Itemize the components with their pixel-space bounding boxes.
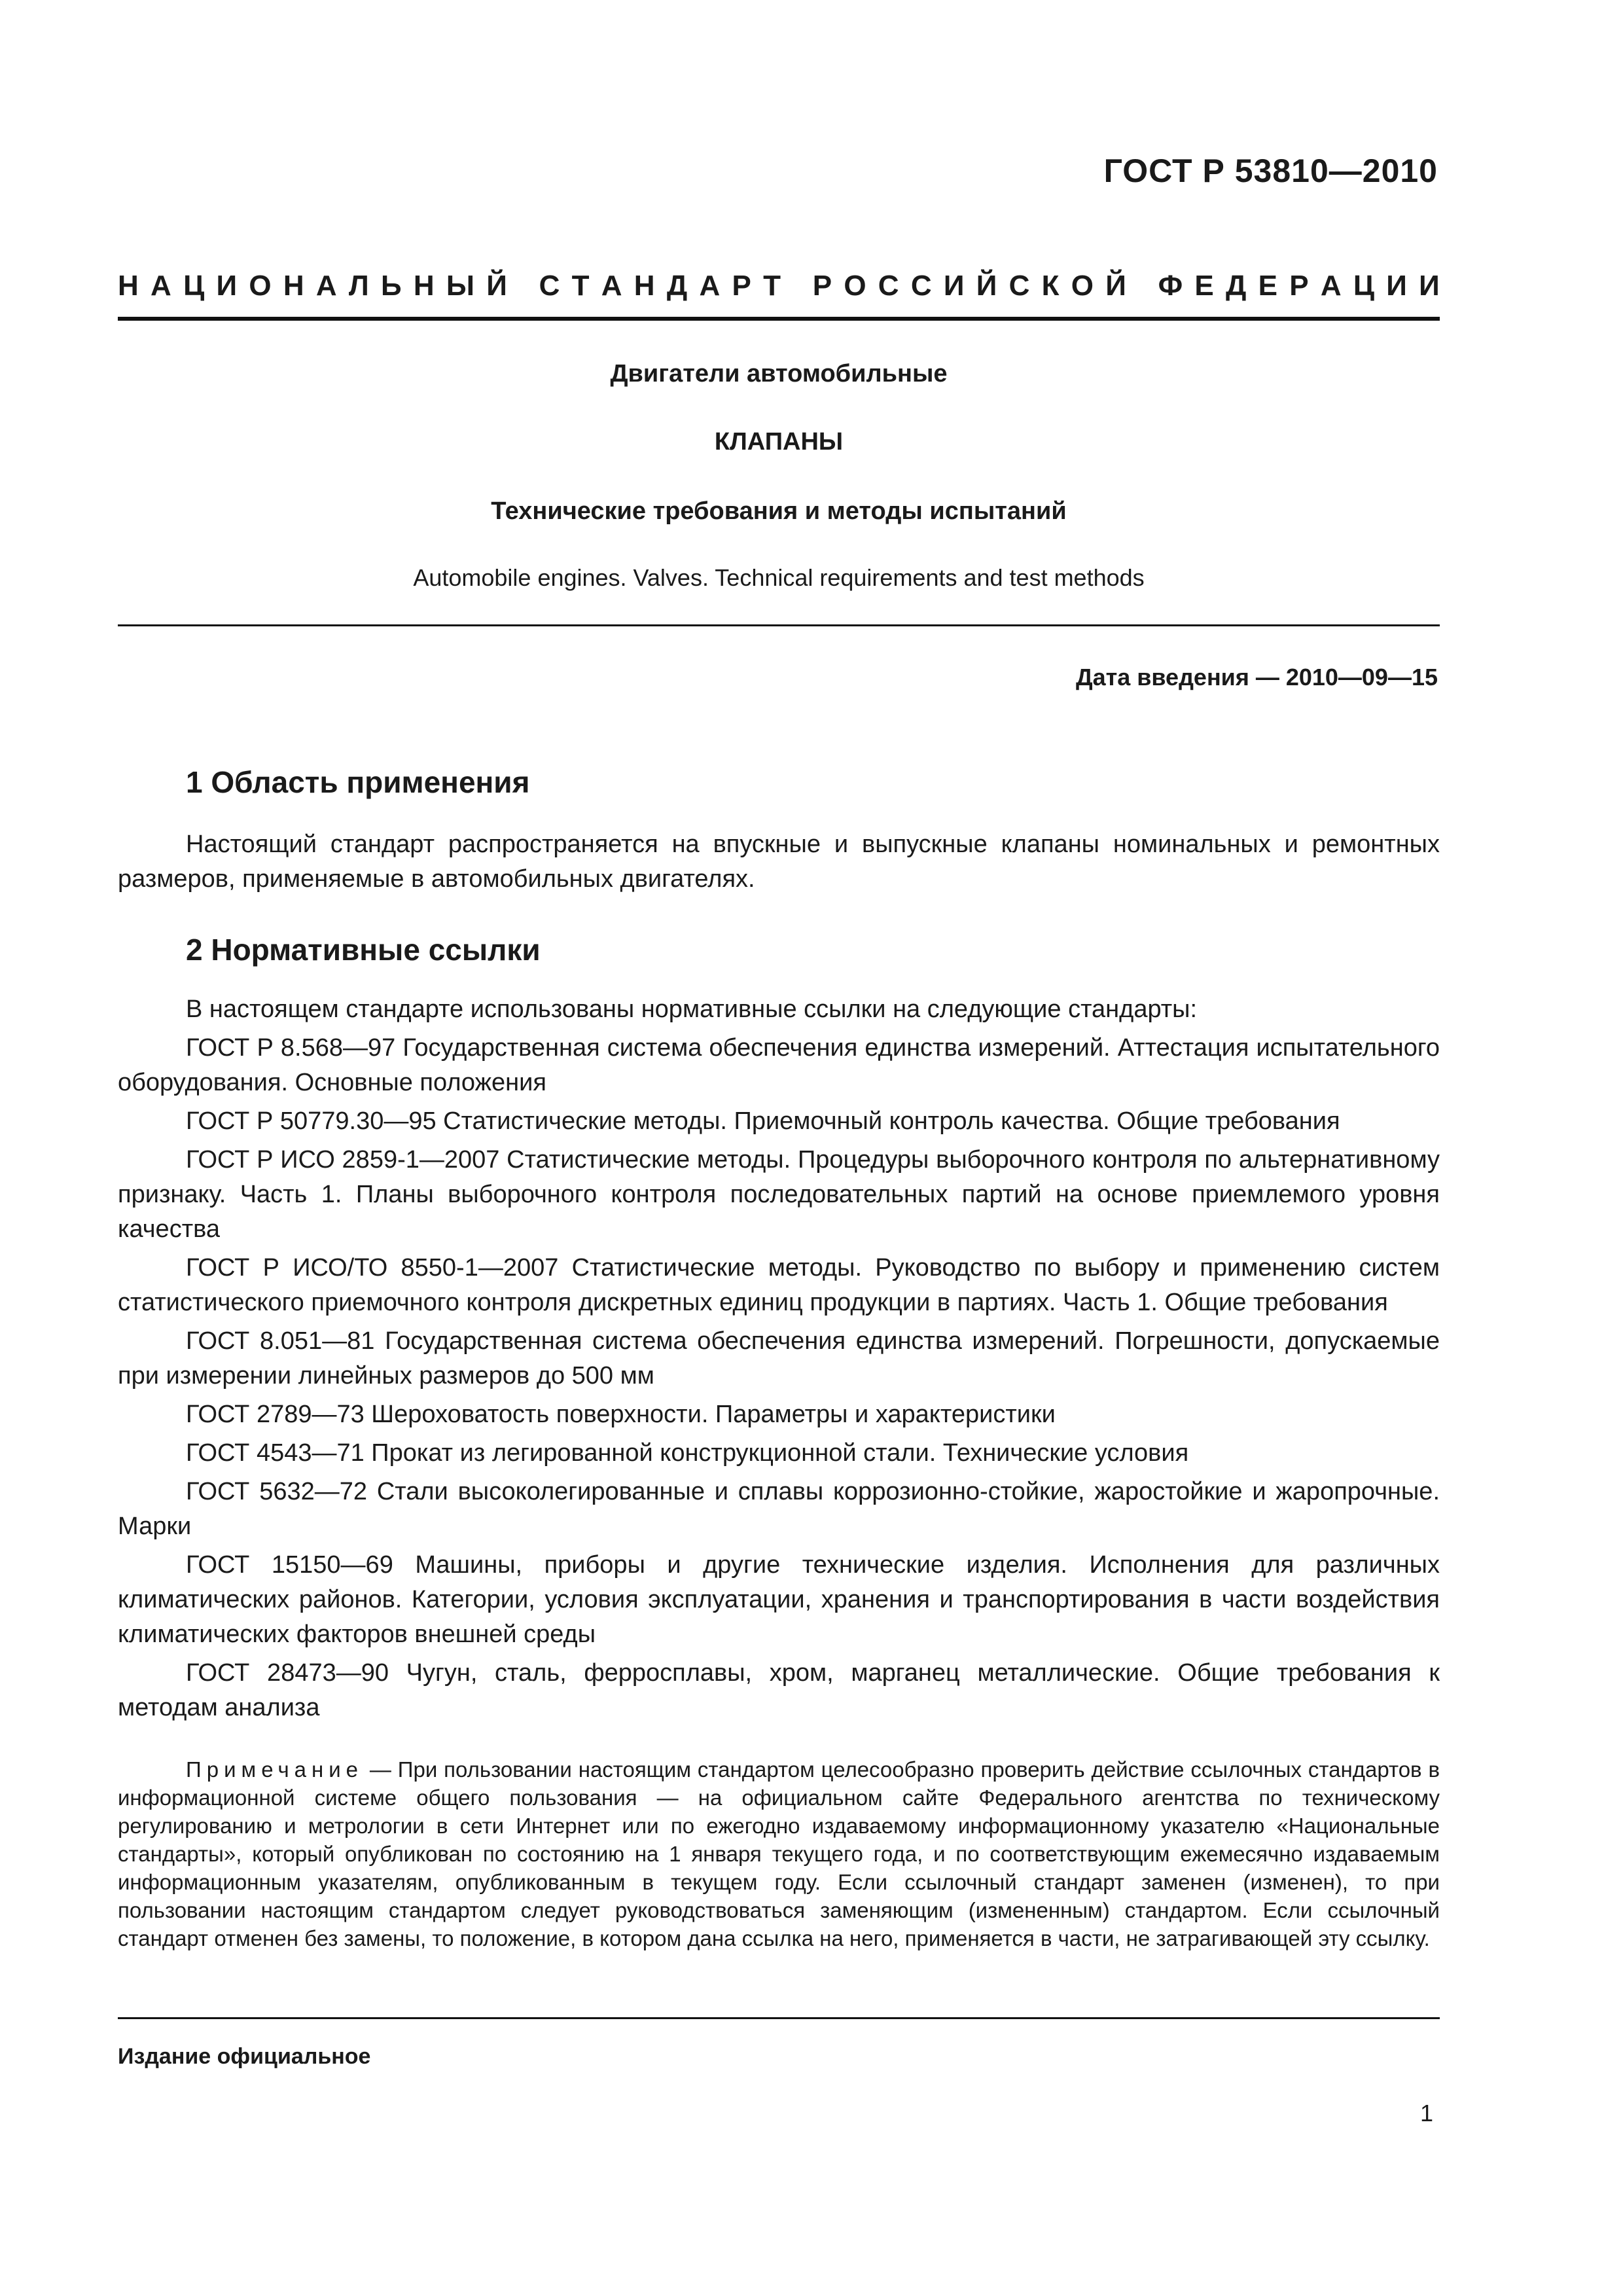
banner-letter: К: [1041, 270, 1060, 302]
banner-letter: А: [315, 270, 337, 302]
banner-letter: С: [539, 270, 560, 302]
banner-letter: Н: [118, 270, 139, 302]
note-text: — При пользовании настоящим стандартом целесообразно проверить действие ссылочных стандартов в информационной системе общего пользования — на официальном сайте Федерального агентства по техническому регулированию и метрологии в сети Интернет или по ежегодно издаваемому информационному указателю «Национальные стандарты», который опубликован по состоянию на 1 января текущего года, и по соответствующим ежемесячно издаваемым информационным указателям, опубликованным в текущем году. Если ссылочный стандарт заменен (изменен), то при пользовании настоящим стандартом следует руководствоваться заменяющим (измененным) стандартом. Если ссылочный стандарт отменен без замены, то положение, в котором дана ссылка на него, применяется в части, не затрагивающей эту ссылку.: [118, 1757, 1440, 1950]
banner-letter: [1138, 270, 1146, 302]
reference-item: ГОСТ 5632—72 Стали высоколегированные и сплавы коррозионно-стойкие, жаростойкие и жаропрочные. Марки: [118, 1478, 1440, 1540]
banner-letter: Ф: [1158, 270, 1183, 302]
banner-letter: Р: [812, 270, 832, 302]
reference-item: ГОСТ Р 8.568—97 Государственная система обеспечения единства измерений. Аттестация испытательного оборудования. Основные положения: [118, 1034, 1440, 1096]
reference-item: ГОСТ 4543—71 Прокат из легированной конструкционной стали. Технические условия: [186, 1439, 1189, 1467]
banner-letter: А: [699, 270, 721, 302]
banner-letter: Н: [413, 270, 435, 302]
reference-item: ГОСТ 28473—90 Чугун, сталь, ферросплавы, хром, марганец металлические. Общие требования к методам анализа: [118, 1659, 1440, 1721]
banner-letter: Й: [976, 270, 997, 302]
gost-code: ГОСТ Р 53810—2010: [1103, 152, 1438, 189]
banner-letter: Й: [1105, 270, 1126, 302]
section-2-heading: 2 Нормативные ссылки: [186, 933, 541, 967]
banner-letter: С: [878, 270, 899, 302]
banner-letter: Ц: [183, 270, 205, 302]
title-english: Automobile engines. Valves. Technical requirements and test methods: [413, 564, 1145, 591]
title-line-1: Двигатели автомобильные: [610, 360, 948, 387]
banner-letter: С: [910, 270, 932, 302]
national-standard-banner: [118, 270, 1440, 302]
header-rule: [118, 317, 1440, 321]
reference-item: ГОСТ Р 50779.30—95 Статистические методы. Приемочный контроль качества. Общие требования: [186, 1107, 1340, 1135]
section-1-body: [118, 827, 1440, 897]
banner-letter: Е: [1194, 270, 1214, 302]
banner-letter: Т: [763, 270, 781, 302]
banner-letter: Р: [1289, 270, 1309, 302]
reference-item: ГОСТ Р ИСО 2859-1—2007 Статистические методы. Процедуры выборочного контроля по альтернативному признаку. Часть 1. Планы выборочного контроля последовательных партий на основе приемлемого уровня качества: [118, 1146, 1440, 1243]
reference-item: ГОСТ 15150—69 Машины, приборы и другие технические изделия. Исполнения для различных климатических районов. Категории, условия эксплуатации, хранения и транспортирования в части воздействия климатических факторов внешней среды: [118, 1551, 1440, 1648]
introduction-date: Дата введения — 2010—09—15: [1075, 664, 1438, 691]
official-edition: Издание официальное: [118, 2044, 371, 2069]
reference-item: ГОСТ Р ИСО/ТО 8550-1—2007 Статистические методы. Руководство по выбору и применению систем статистического приемочного контроля дискретных единиц продукции в партиях. Часть 1. Общие требования: [118, 1254, 1440, 1316]
section-2-note: [118, 1755, 1440, 1952]
reference-item: ГОСТ 2789—73 Шероховатость поверхности. Параметры и характеристики: [186, 1401, 1056, 1428]
banner-letter: Т: [571, 270, 590, 302]
banner-letter: Р: [732, 270, 751, 302]
banner-letter: Д: [666, 270, 688, 302]
banner-letter: Ц: [1353, 270, 1375, 302]
section-1-heading: 1 Область применения: [186, 765, 530, 799]
banner-letter: Н: [283, 270, 304, 302]
banner-letter: И: [1419, 270, 1440, 302]
note-label: Примечание: [186, 1757, 364, 1782]
banner-letter: И: [1386, 270, 1407, 302]
footer-rule: [118, 2017, 1440, 2019]
title-line-3: Технические требования и методы испытаний: [491, 497, 1067, 525]
banner-letter: [519, 270, 527, 302]
note-paragraph: [118, 1755, 1440, 1952]
banner-letter: А: [601, 270, 622, 302]
section-2-body: [118, 992, 1440, 1725]
banner-letter: Е: [1258, 270, 1277, 302]
banner-letter: Ь: [381, 270, 402, 302]
banner-letter: Ы: [446, 270, 474, 302]
banner-letter: И: [943, 270, 965, 302]
reference-item: ГОСТ 8.051—81 Государственная система обеспечения единства измерений. Погрешности, допускаемые при измерении линейных размеров до 500 мм: [118, 1327, 1440, 1390]
banner-letter: Й: [486, 270, 507, 302]
page-number: 1: [1419, 2100, 1433, 2126]
banner-letter: А: [1320, 270, 1342, 302]
banner-letter: О: [1071, 270, 1094, 302]
title-line-2: КЛАПАНЫ: [714, 428, 844, 456]
banner-letter: Д: [1226, 270, 1247, 302]
banner-letter: О: [249, 270, 272, 302]
section-2-intro: В настоящем стандарте использованы нормативные ссылки на следующие стандарты:: [186, 996, 1198, 1023]
banner-letter: Н: [633, 270, 655, 302]
banner-letter: И: [216, 270, 238, 302]
banner-letter: О: [844, 270, 866, 302]
title-rule: [118, 624, 1440, 626]
banner-letter: С: [1008, 270, 1030, 302]
banner-letter: А: [151, 270, 171, 302]
banner-letter: Л: [348, 270, 369, 302]
reference-list: [118, 1031, 1440, 1725]
section-1-paragraph: Настоящий стандарт распространяется на впускные и выпускные клапаны номинальных и ремонтных размеров, применяемые в автомобильных двигателях.: [118, 831, 1440, 893]
banner-letter: [793, 270, 800, 302]
